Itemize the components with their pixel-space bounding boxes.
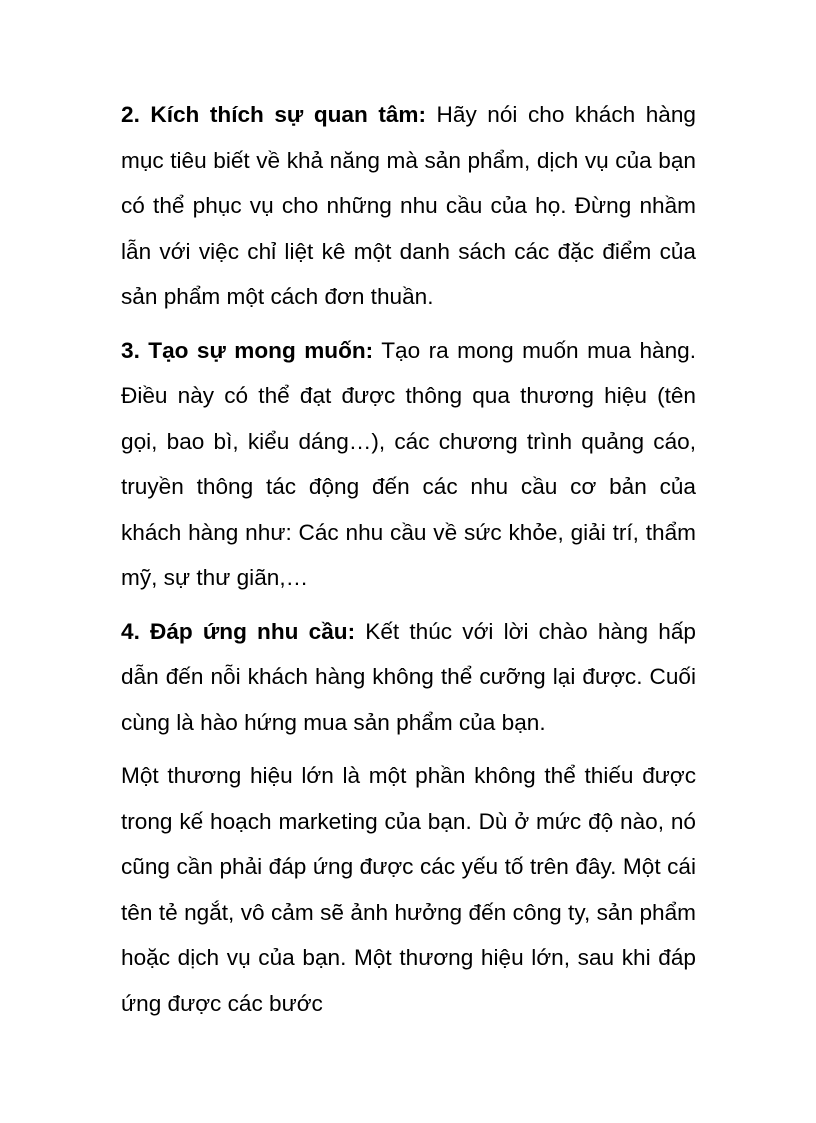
paragraph-stimulate-interest xyxy=(121,92,696,320)
paragraph-body: Kết thúc với lời chào hàng hấp dẫn đến nỗi khách hàng không thể cưỡng lại được. Cuối cùng là hào hứng mua sản phẩm của bạn. xyxy=(121,618,696,735)
paragraph-heading: 2. Kích thích sự quan tâm: xyxy=(121,102,427,127)
paragraph-body: Một thương hiệu lớn là một phần không thể thiếu được trong kế hoạch marketing của bạn. Dù ở mức độ nào, nó cũng cần phải đáp ứng được các yếu tố trên đây. Một cái tên tẻ ngắt, vô cảm sẽ ảnh hưởng đến công ty, sản phẩm hoặc dịch vụ của bạn. Một thương hiệu lớn, sau khi đáp ứng được các bước xyxy=(121,763,696,1016)
paragraph-body: Hãy nói cho khách hàng mục tiêu biết về khả năng mà sản phẩm, dịch vụ của bạn có thể phục vụ cho những nhu cầu của họ. Đừng nhầm lẫn với việc chỉ liệt kê một danh sách các đặc điểm của sản phẩm một cách đơn thuần. xyxy=(121,102,696,309)
paragraph-meet-needs xyxy=(121,609,696,746)
paragraph-heading: 4. Đáp ứng nhu cầu: xyxy=(121,618,356,644)
paragraph-heading: 3. Tạo sự mong muốn: xyxy=(121,337,374,363)
paragraph-brand-importance xyxy=(121,753,696,1026)
document-page xyxy=(121,92,696,1034)
paragraph-body: Tạo ra mong muốn mua hàng. Điều này có thể đạt được thông qua thương hiệu (tên gọi, bao bì, kiểu dáng…), các chương trình quảng cáo, truyền thông tác động đến các nhu cầu cơ bản của khách hàng như: Các nhu cầu về sức khỏe, giải trí, thẩm mỹ, sự thư giãn,… xyxy=(121,337,696,590)
paragraph-create-desire xyxy=(121,328,696,601)
